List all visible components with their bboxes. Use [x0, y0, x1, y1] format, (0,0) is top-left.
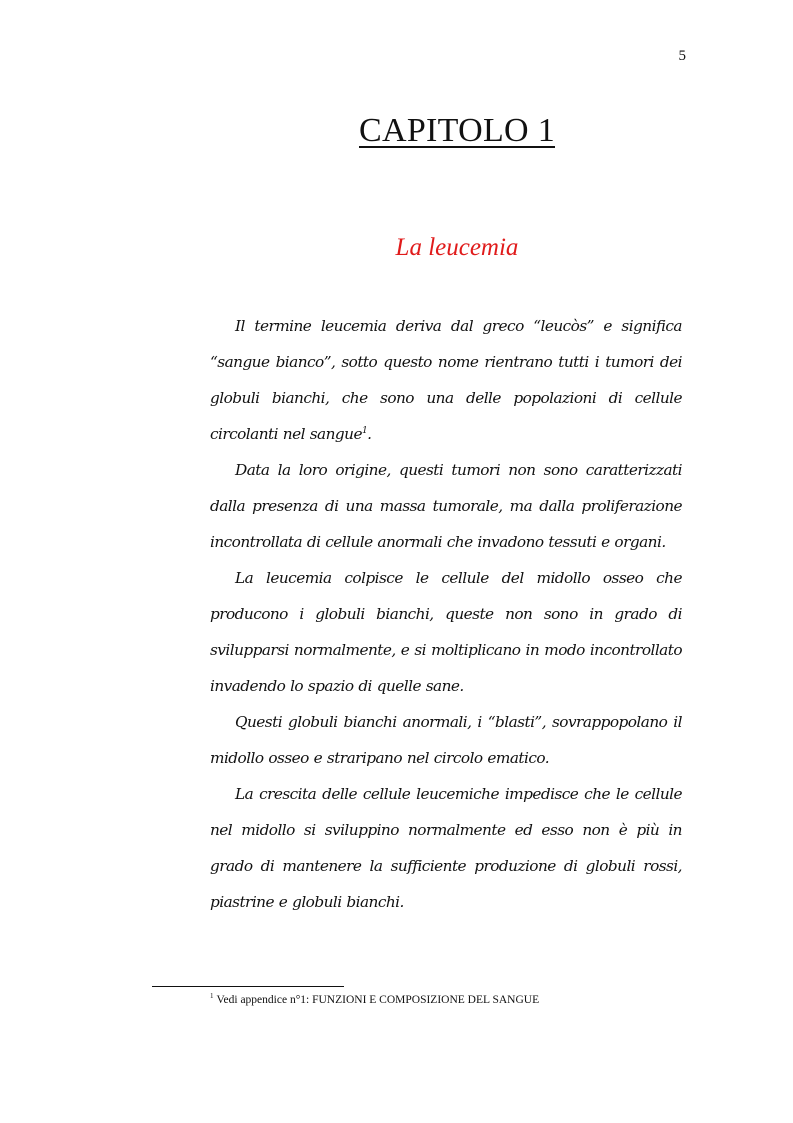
- page-number: 5: [678, 48, 686, 64]
- paragraph-1-tail: .: [367, 425, 372, 443]
- chapter-title: CAPITOLO 1: [359, 112, 555, 149]
- body-text: [210, 308, 682, 920]
- paragraph-5: La crescita delle cellule leucemiche impedisce che le cellule nel midollo si sviluppino normalmente ed esso non è più in grado di mantenere la sufficiente produzione di globuli rossi, piastrine e globuli bianchi.: [210, 785, 682, 911]
- section-title: La leucemia: [395, 234, 519, 261]
- paragraph-3: La leucemia colpisce le cellule del midollo osseo che producono i globuli bianchi, queste non sono in grado di svilupparsi normalmente, e si moltiplicano in modo incontrollato invadendo lo spazio di quelle sane.: [210, 569, 682, 695]
- footnote-marker: 1: [210, 992, 214, 1001]
- footnote: [210, 994, 650, 1006]
- footnote-reference[interactable]: 1: [361, 425, 368, 436]
- footnote-text: Vedi appendice n°1: FUNZIONI E COMPOSIZIONE DEL SANGUE: [216, 994, 540, 1006]
- paragraph-1: [210, 308, 682, 452]
- paragraph-2: Data la loro origine, questi tumori non sono caratterizzati dalla presenza di una massa tumorale, ma dalla proliferazione incontrollata di cellule anormali che invadono tessuti e organi.: [210, 461, 682, 551]
- footnote-divider: [152, 986, 344, 987]
- paragraph-1-text: Il termine leucemia deriva dal greco “leucòs” e significa “sangue bianco”, sotto questo nome rientrano tutti i tumori dei globuli bianchi, che sono una delle popolazioni di cellule circolanti nel sangue: [210, 317, 682, 443]
- paragraph-4: Questi globuli bianchi anormali, i “blasti”, sovrappopolano il midollo osseo e straripano nel circolo ematico.: [210, 713, 682, 767]
